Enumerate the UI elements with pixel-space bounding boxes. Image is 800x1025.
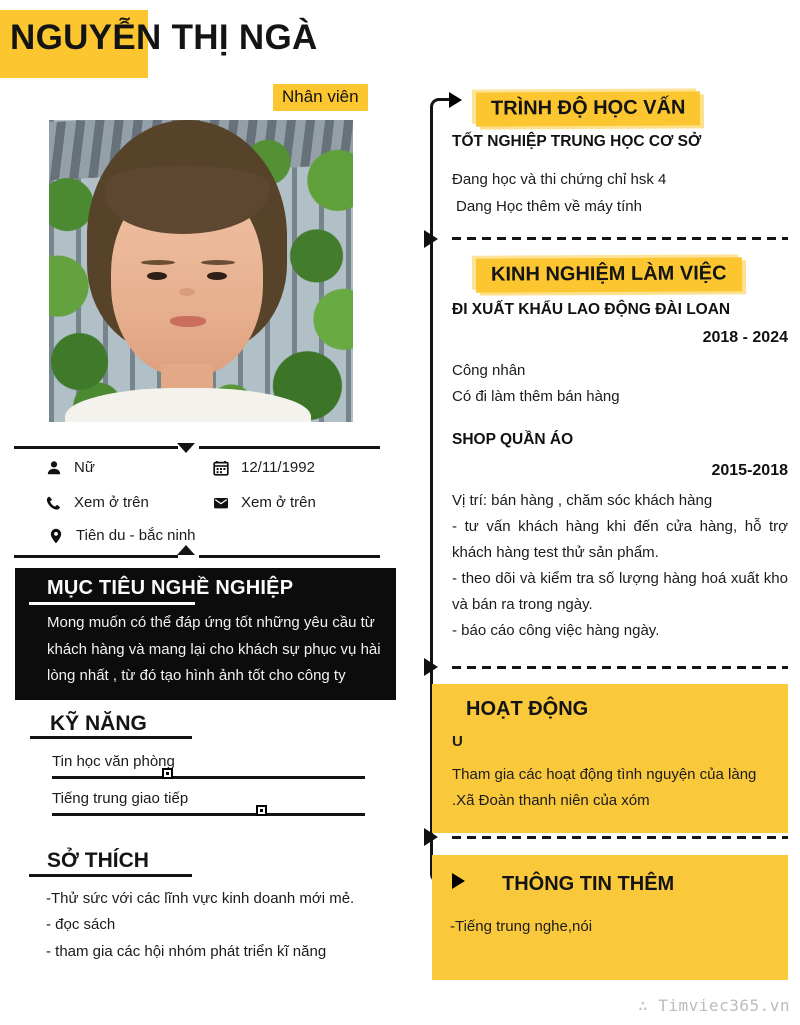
job-title: ĐI XUẤT KHẨU LAO ĐỘNG ĐÀI LOAN: [452, 301, 731, 318]
activities-subtitle: U: [452, 733, 463, 750]
timeline-marker-icon: [424, 230, 438, 248]
additional-section: [432, 855, 788, 980]
contact-email-row: [213, 494, 316, 511]
timeline-top-curve: [430, 98, 450, 114]
contact-gender-row: [46, 459, 95, 476]
job-title: SHOP QUẦN ÁO: [452, 431, 574, 448]
arrow-icon: [449, 92, 462, 108]
activities-section: [432, 684, 788, 833]
objective-title: MỤC TIÊU NGHỀ NGHIỆP: [47, 577, 294, 599]
additional-line: -Tiếng trung nghe,nói: [450, 918, 593, 935]
photo-lips: [170, 316, 206, 327]
experience-title: KINH NGHIỆM LÀM VIỆC: [476, 257, 742, 292]
education-degree: TỐT NGHIỆP TRUNG HỌC CƠ SỞ: [452, 133, 702, 150]
watermark-link[interactable]: ∴ Timviec365.vn: [638, 996, 790, 1015]
job-line: Công nhân: [452, 362, 526, 379]
location-pin-icon: [48, 528, 64, 544]
photo-nose: [179, 288, 195, 296]
dashed-divider: [452, 836, 788, 839]
dashed-divider: [452, 237, 788, 240]
photo-eyebrow-left: [141, 260, 175, 265]
education-line: Dang Học thêm về máy tính: [456, 198, 642, 215]
contact-phone: Xem ở trên: [74, 494, 149, 511]
activities-title: HOẠT ĐỘNG: [466, 698, 589, 720]
job-line: - báo cáo công việc hàng ngày.: [452, 622, 660, 639]
job-line: - tư vấn khách hàng khi đến cửa hàng, hỗ trợ khách hàng test thử sản phẩm.: [452, 518, 788, 561]
job-line: Có đi làm thêm bán hàng: [452, 388, 620, 405]
job-period: 2015-2018: [711, 462, 788, 479]
skill-slider-handle[interactable]: [164, 770, 171, 777]
education-lines: [452, 166, 788, 220]
skill-track: [52, 813, 365, 816]
contact-address-row: [48, 527, 196, 544]
profile-photo: [49, 120, 353, 422]
divider-top-right: [199, 446, 380, 449]
additional-title: THÔNG TIN THÊM: [502, 873, 675, 895]
hobbies-title: SỞ THÍCH: [47, 849, 149, 872]
contact-birthday: 12/11/1992: [241, 459, 315, 476]
skills-title: KỸ NĂNG: [50, 712, 147, 735]
contact-phone-row: [46, 494, 149, 511]
person-icon: [46, 460, 62, 476]
role-badge: Nhân viên: [273, 84, 368, 111]
contact-birthday-row: [213, 459, 315, 476]
contact-address: Tiên du - bắc ninh: [76, 527, 196, 544]
candidate-name: NGUYỄN THỊ NGÀ: [10, 18, 318, 57]
dashed-divider: [452, 666, 788, 669]
contact-gender: Nữ: [74, 459, 95, 476]
email-icon: [213, 495, 229, 511]
job-details: [452, 488, 788, 644]
photo-eye-left: [147, 272, 167, 280]
skill-label: Tiếng trung giao tiếp: [52, 790, 189, 807]
hobbies-underline: [29, 874, 192, 877]
divider-top-left: [14, 446, 178, 449]
divider-triangle-up: [177, 545, 195, 555]
skill-track: [52, 776, 365, 779]
contact-email: Xem ở trên: [241, 494, 316, 511]
activities-text: Tham gia các hoạt động tình nguyện của làng .Xã Đoàn thanh niên của xóm: [452, 766, 757, 809]
hobby-item: - tham gia các hội nhóm phát triển kĩ năng: [46, 943, 327, 960]
divider-bottom-right: [199, 555, 380, 558]
skill-slider-handle[interactable]: [258, 807, 265, 814]
hobby-item: - đọc sách: [46, 916, 116, 933]
objective-text: Mong muốn có thể đáp ứng tốt những yêu cầu từ khách hàng và mang lại cho khách sự phục vụ hài lòng nhất , từ đó tạo hình ảnh tốt cho công ty: [47, 614, 381, 684]
arrow-icon: [452, 873, 465, 889]
hobby-item: -Thử sức với các lĩnh vực kinh doanh mới mẻ.: [46, 890, 355, 907]
job-line: Vị trí: bán hàng , chăm sóc khách hàng: [452, 492, 713, 509]
objective-underline: [29, 602, 195, 605]
phone-icon: [46, 495, 62, 511]
divider-triangle-down: [177, 443, 195, 453]
divider-bottom-left: [14, 555, 178, 558]
photo-eye-right: [207, 272, 227, 280]
job-details: [452, 358, 788, 410]
education-title: TRÌNH ĐỘ HỌC VẤN: [476, 91, 701, 126]
skill-label: Tin học văn phòng: [52, 753, 175, 770]
education-line: Đang học và thi chứng chỉ hsk 4: [452, 171, 667, 188]
photo-eyebrow-right: [201, 260, 235, 265]
job-line: - theo dõi và kiểm tra số lượng hàng hoá xuất kho và bán ra trong ngày.: [452, 570, 788, 613]
skills-underline: [30, 736, 192, 739]
job-period: 2018 - 2024: [702, 329, 788, 346]
objective-section: [15, 568, 396, 700]
calendar-icon: [213, 460, 229, 476]
timeline-marker-icon: [424, 658, 438, 676]
